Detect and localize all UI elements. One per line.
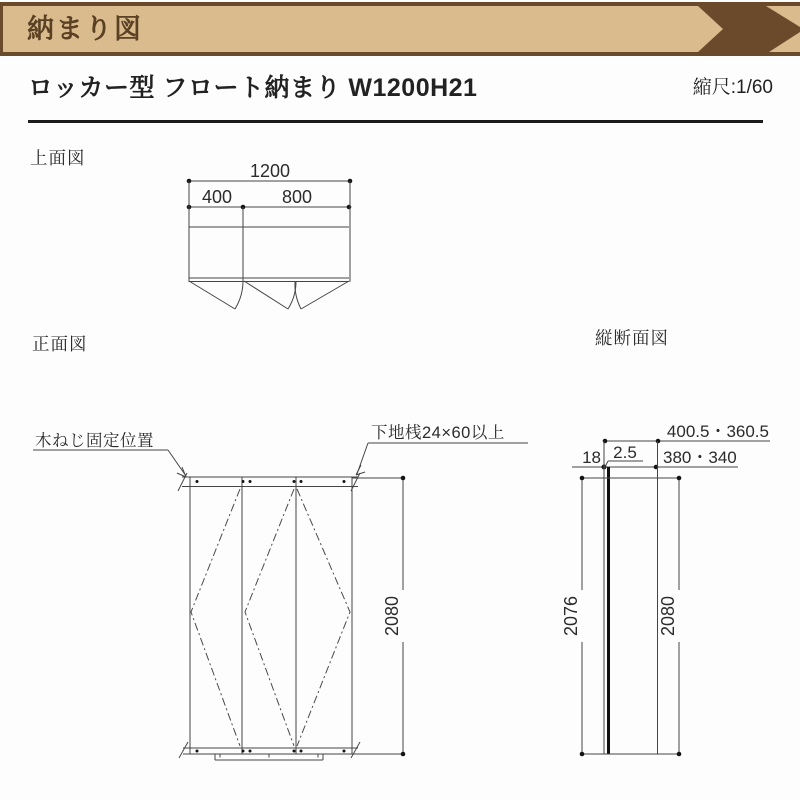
leader-wood-screw-text: 木ねじ固定位置 — [35, 432, 154, 450]
section-dim-inner: 380・340 — [663, 448, 737, 467]
door-hinge-symbols — [191, 489, 350, 746]
section-view — [561, 422, 770, 756]
top-view-dim-1200: 1200 — [249, 161, 291, 181]
door-swing-symbols — [189, 281, 349, 309]
section-view-label: 縦断面図 — [595, 328, 669, 348]
section-dim-2080: 2080 — [658, 595, 678, 637]
scale-label: 縮尺:1/60 — [692, 77, 773, 98]
top-view-dim-400: 400 — [201, 187, 233, 207]
section-dim-2-5: 2.5 — [613, 443, 637, 462]
section-dim-depth: 400.5・360.5 — [666, 422, 769, 441]
leader-wood-screw — [33, 431, 186, 477]
section-dim-2076: 2076 — [561, 595, 581, 637]
banner-title: 納まり図 — [27, 14, 143, 44]
page-title: ロッカー型 フロート納まり W1200H21 — [28, 74, 478, 102]
front-view-dim-2080: 2080 — [382, 595, 402, 637]
front-view — [33, 423, 528, 760]
top-view-label: 上面図 — [30, 148, 86, 168]
leader-base-rail — [356, 423, 528, 475]
top-view — [187, 161, 353, 309]
leader-base-rail-text: 下地桟24×60以上 — [371, 424, 505, 442]
top-view-dim-800: 800 — [281, 187, 313, 207]
screw-position-dots — [196, 480, 346, 753]
section-dim-18: 18 — [582, 448, 601, 467]
front-view-label: 正面図 — [32, 334, 88, 354]
